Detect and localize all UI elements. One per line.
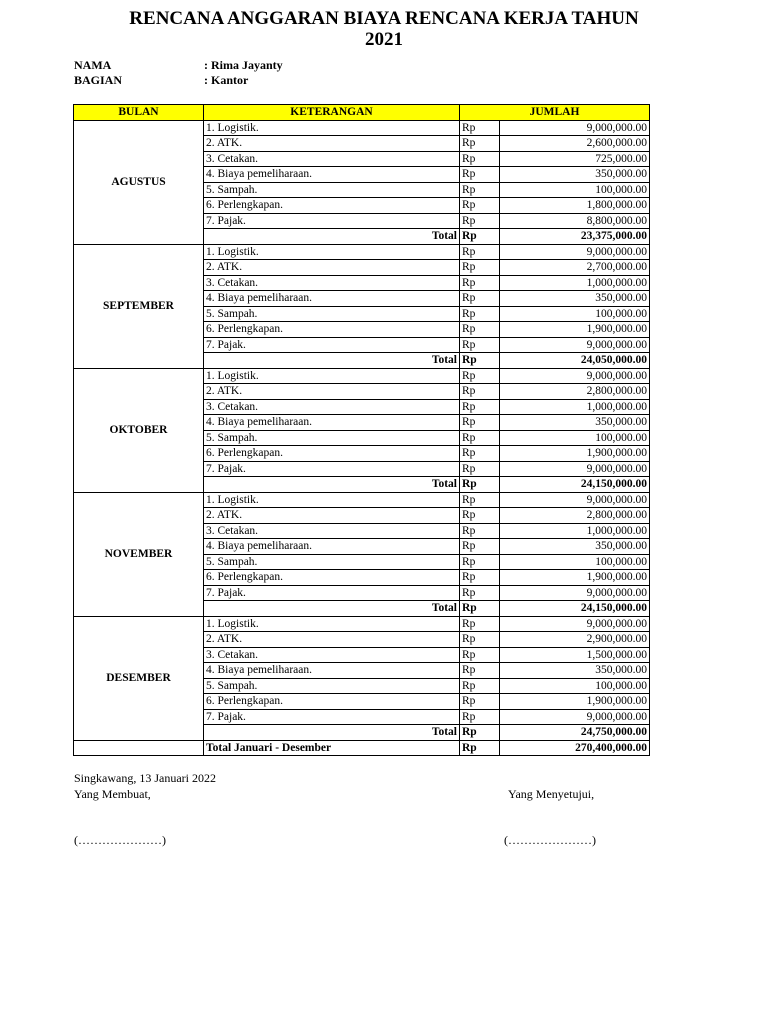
item-amount: 100,000.00	[500, 182, 650, 198]
item-currency: Rp	[460, 260, 500, 276]
item-amount: 350,000.00	[500, 415, 650, 431]
item-amount: 100,000.00	[500, 430, 650, 446]
item-description: 3. Cetakan.	[204, 647, 460, 663]
budget-table	[73, 104, 650, 756]
item-description: 4. Biaya pemeliharaan.	[204, 415, 460, 431]
item-currency: Rp	[460, 306, 500, 322]
item-amount: 1,000,000.00	[500, 399, 650, 415]
item-currency: Rp	[460, 368, 500, 384]
item-amount: 9,000,000.00	[500, 337, 650, 353]
item-description: 7. Pajak.	[204, 709, 460, 725]
item-description: 4. Biaya pemeliharaan.	[204, 291, 460, 307]
total-currency: Rp	[460, 601, 500, 617]
total-currency: Rp	[460, 229, 500, 245]
item-description: 4. Biaya pemeliharaan.	[204, 167, 460, 183]
item-amount: 2,700,000.00	[500, 260, 650, 276]
total-amount: 23,375,000.00	[500, 229, 650, 245]
item-description: 6. Perlengkapan.	[204, 322, 460, 338]
item-currency: Rp	[460, 213, 500, 229]
nama-label: NAMA	[74, 58, 112, 72]
item-amount: 350,000.00	[500, 539, 650, 555]
item-amount: 1,000,000.00	[500, 275, 650, 291]
item-description: 3. Cetakan.	[204, 399, 460, 415]
month-name: NOVEMBER	[74, 492, 204, 616]
signature-section	[74, 770, 634, 847]
approver-label: Yang Menyetujui,	[508, 787, 595, 801]
maker-signature-line: (…………………)	[74, 833, 166, 847]
item-description: 7. Pajak.	[204, 337, 460, 353]
item-description: 7. Pajak.	[204, 585, 460, 601]
item-description: 5. Sampah.	[204, 554, 460, 570]
header-bulan: BULAN	[74, 105, 204, 121]
item-description: 7. Pajak.	[204, 461, 460, 477]
month-name: AGUSTUS	[74, 120, 204, 244]
header-jumlah: JUMLAH	[460, 105, 650, 121]
item-currency: Rp	[460, 182, 500, 198]
item-amount: 2,800,000.00	[500, 508, 650, 524]
item-amount: 9,000,000.00	[500, 709, 650, 725]
item-currency: Rp	[460, 151, 500, 167]
item-currency: Rp	[460, 291, 500, 307]
header-keterangan: KETERANGAN	[204, 105, 460, 121]
bagian-row	[74, 73, 283, 88]
item-description: 1. Logistik.	[204, 492, 460, 508]
item-description: 6. Perlengkapan.	[204, 198, 460, 214]
item-currency: Rp	[460, 198, 500, 214]
item-amount: 9,000,000.00	[500, 492, 650, 508]
item-description: 1. Logistik.	[204, 244, 460, 260]
total-amount: 24,150,000.00	[500, 601, 650, 617]
table-row	[74, 616, 650, 632]
total-amount: 24,050,000.00	[500, 353, 650, 369]
month-name: DESEMBER	[74, 616, 204, 740]
item-currency: Rp	[460, 337, 500, 353]
table-row	[74, 120, 650, 136]
item-description: 5. Sampah.	[204, 430, 460, 446]
item-currency: Rp	[460, 399, 500, 415]
item-currency: Rp	[460, 508, 500, 524]
item-amount: 9,000,000.00	[500, 585, 650, 601]
item-amount: 1,900,000.00	[500, 446, 650, 462]
item-currency: Rp	[460, 275, 500, 291]
item-description: 1. Logistik.	[204, 368, 460, 384]
item-amount: 725,000.00	[500, 151, 650, 167]
item-currency: Rp	[460, 167, 500, 183]
title-line-1: RENCANA ANGGARAN BIAYA RENCANA KERJA TAHUN	[129, 8, 639, 29]
nama-value: : Rima Jayanty	[204, 58, 283, 72]
table-header-row	[74, 105, 650, 121]
item-currency: Rp	[460, 492, 500, 508]
item-currency: Rp	[460, 244, 500, 260]
employee-info	[74, 58, 283, 88]
item-description: 5. Sampah.	[204, 678, 460, 694]
item-currency: Rp	[460, 647, 500, 663]
total-amount: 24,150,000.00	[500, 477, 650, 493]
item-currency: Rp	[460, 616, 500, 632]
total-label: Total	[204, 477, 460, 493]
item-description: 6. Perlengkapan.	[204, 570, 460, 586]
table-row	[74, 492, 650, 508]
item-description: 4. Biaya pemeliharaan.	[204, 663, 460, 679]
item-amount: 9,000,000.00	[500, 616, 650, 632]
item-amount: 100,000.00	[500, 678, 650, 694]
grand-total-row	[74, 740, 650, 756]
place-date: Singkawang, 13 Januari 2022	[74, 771, 216, 785]
item-description: 6. Perlengkapan.	[204, 694, 460, 710]
item-currency: Rp	[460, 694, 500, 710]
item-description: 5. Sampah.	[204, 306, 460, 322]
bagian-value: : Kantor	[204, 73, 249, 87]
item-amount: 100,000.00	[500, 306, 650, 322]
total-currency: Rp	[460, 725, 500, 741]
approver-signature-line: (…………………)	[504, 833, 596, 847]
item-description: 5. Sampah.	[204, 182, 460, 198]
total-label: Total	[204, 353, 460, 369]
item-description: 2. ATK.	[204, 632, 460, 648]
item-amount: 1,500,000.00	[500, 647, 650, 663]
item-description: 1. Logistik.	[204, 616, 460, 632]
item-amount: 1,800,000.00	[500, 198, 650, 214]
item-description: 3. Cetakan.	[204, 275, 460, 291]
item-currency: Rp	[460, 539, 500, 555]
page-title	[0, 8, 768, 50]
item-currency: Rp	[460, 585, 500, 601]
item-amount: 2,600,000.00	[500, 136, 650, 152]
item-currency: Rp	[460, 632, 500, 648]
item-description: 2. ATK.	[204, 136, 460, 152]
item-amount: 1,900,000.00	[500, 570, 650, 586]
grand-total-amount: 270,400,000.00	[500, 740, 650, 756]
item-amount: 8,800,000.00	[500, 213, 650, 229]
item-amount: 9,000,000.00	[500, 120, 650, 136]
item-currency: Rp	[460, 446, 500, 462]
total-currency: Rp	[460, 353, 500, 369]
item-description: 2. ATK.	[204, 384, 460, 400]
nama-row	[74, 58, 283, 73]
month-name: SEPTEMBER	[74, 244, 204, 368]
month-name: OKTOBER	[74, 368, 204, 492]
item-amount: 2,800,000.00	[500, 384, 650, 400]
budget-body	[74, 120, 650, 740]
total-label: Total	[204, 725, 460, 741]
item-amount: 2,900,000.00	[500, 632, 650, 648]
item-description: 4. Biaya pemeliharaan.	[204, 539, 460, 555]
total-label: Total	[204, 229, 460, 245]
maker-label: Yang Membuat,	[74, 787, 151, 801]
item-amount: 1,900,000.00	[500, 694, 650, 710]
item-currency: Rp	[460, 322, 500, 338]
item-amount: 350,000.00	[500, 663, 650, 679]
item-amount: 9,000,000.00	[500, 368, 650, 384]
item-description: 2. ATK.	[204, 508, 460, 524]
item-amount: 100,000.00	[500, 554, 650, 570]
item-currency: Rp	[460, 663, 500, 679]
item-currency: Rp	[460, 430, 500, 446]
item-amount: 1,000,000.00	[500, 523, 650, 539]
item-currency: Rp	[460, 415, 500, 431]
item-amount: 350,000.00	[500, 291, 650, 307]
item-currency: Rp	[460, 384, 500, 400]
item-amount: 9,000,000.00	[500, 461, 650, 477]
item-currency: Rp	[460, 120, 500, 136]
item-currency: Rp	[460, 678, 500, 694]
item-currency: Rp	[460, 709, 500, 725]
title-line-2: 2021	[365, 29, 403, 50]
item-description: 3. Cetakan.	[204, 151, 460, 167]
bagian-label: BAGIAN	[74, 73, 123, 87]
item-currency: Rp	[460, 570, 500, 586]
item-currency: Rp	[460, 136, 500, 152]
total-currency: Rp	[460, 477, 500, 493]
item-amount: 1,900,000.00	[500, 322, 650, 338]
item-description: 1. Logistik.	[204, 120, 460, 136]
item-description: 6. Perlengkapan.	[204, 446, 460, 462]
item-amount: 9,000,000.00	[500, 244, 650, 260]
item-amount: 350,000.00	[500, 167, 650, 183]
total-amount: 24,750,000.00	[500, 725, 650, 741]
item-currency: Rp	[460, 461, 500, 477]
table-row	[74, 244, 650, 260]
total-label: Total	[204, 601, 460, 617]
item-description: 2. ATK.	[204, 260, 460, 276]
table-row	[74, 368, 650, 384]
item-description: 3. Cetakan.	[204, 523, 460, 539]
item-description: 7. Pajak.	[204, 213, 460, 229]
grand-total-label: Total Januari - Desember	[204, 740, 460, 756]
item-currency: Rp	[460, 523, 500, 539]
item-currency: Rp	[460, 554, 500, 570]
grand-total-currency: Rp	[460, 740, 500, 756]
grand-total-empty	[74, 740, 204, 756]
